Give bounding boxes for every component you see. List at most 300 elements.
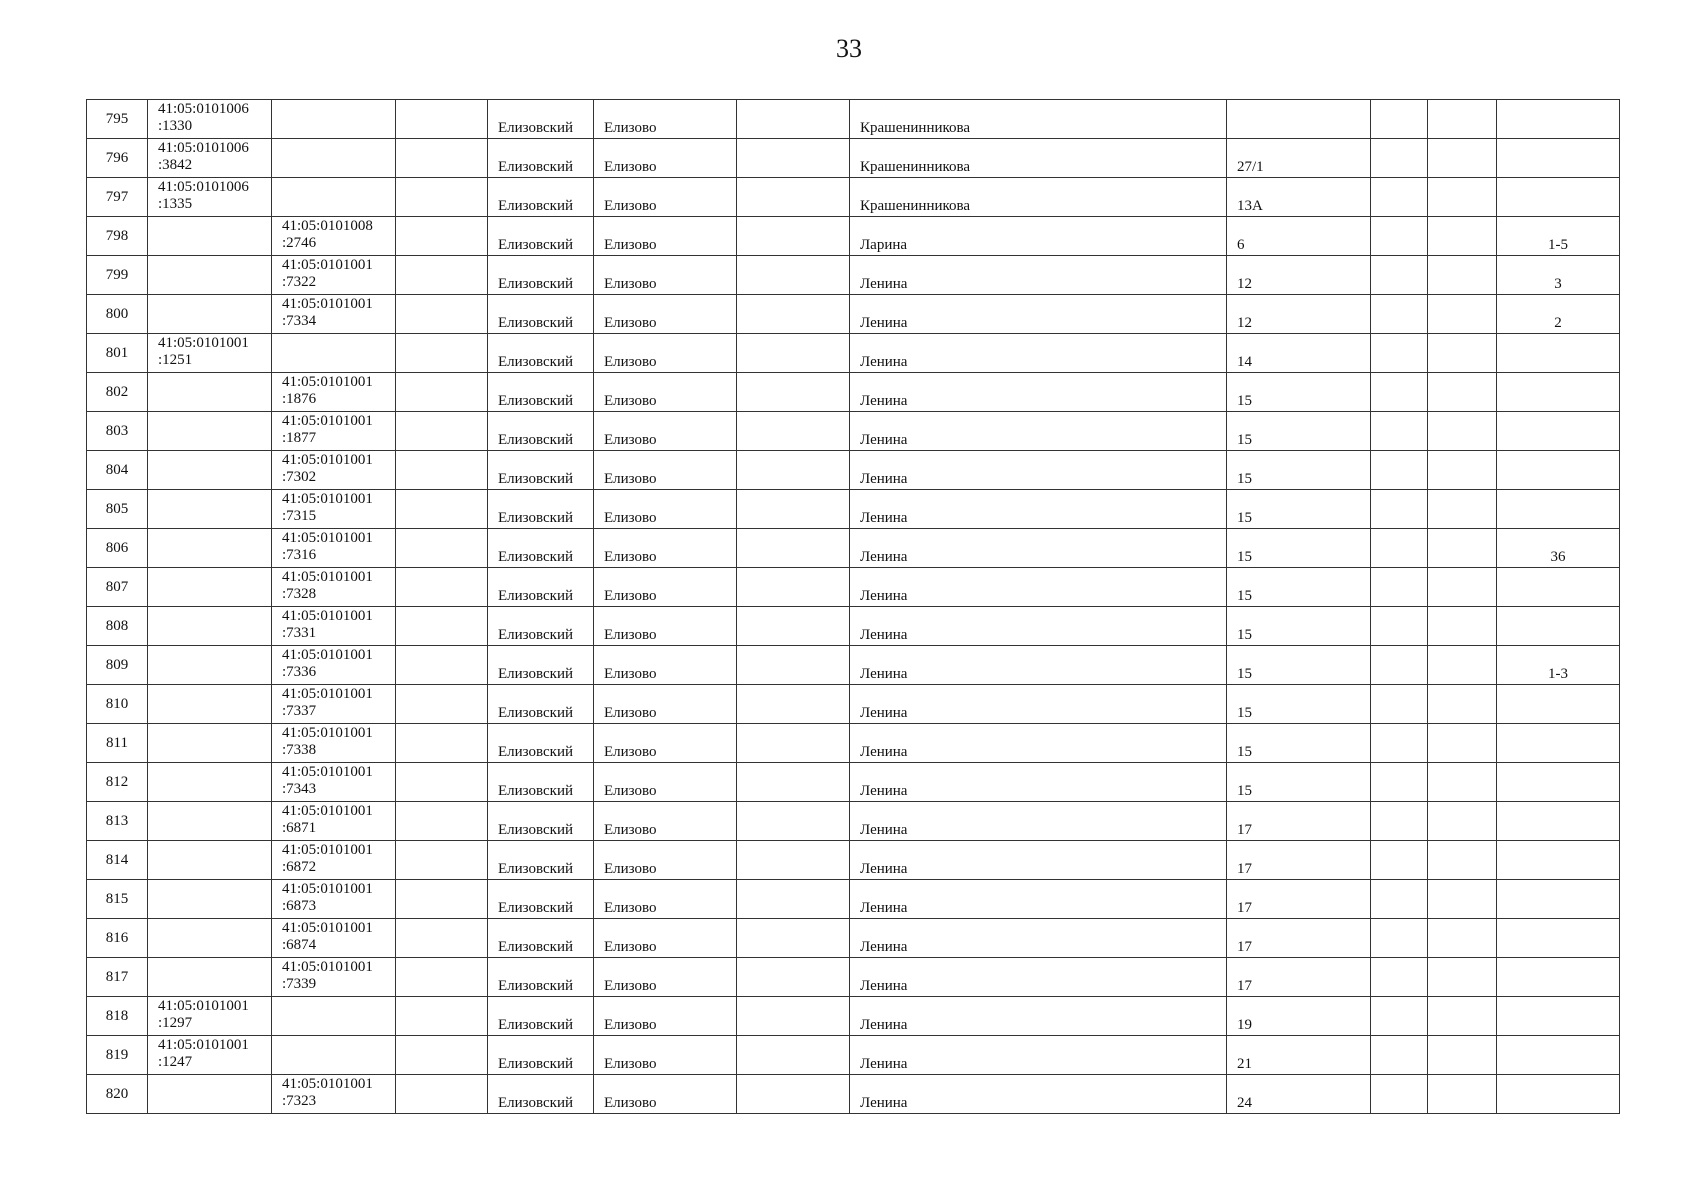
cadastral-number-building-text: :6872 (282, 859, 317, 875)
flat-cell (1497, 685, 1620, 724)
cadastral-number-building-text: 41:05:0101001 (282, 491, 373, 507)
city-cell (594, 1075, 737, 1114)
row-number-text: 795 (105, 110, 129, 127)
empty-cell (1428, 880, 1497, 919)
cadastral-number-land-text: :1335 (158, 196, 193, 212)
cadastral-number-building-text: :7343 (282, 781, 317, 797)
empty-cell (396, 880, 488, 919)
row-number-text: 807 (105, 578, 129, 595)
empty-cell (1371, 1075, 1428, 1114)
street-cell-text: Ленина (860, 510, 908, 526)
district-cell (488, 256, 594, 295)
city-cell (594, 217, 737, 256)
cadastral-number-land (148, 724, 272, 763)
row-number-text: 798 (105, 227, 129, 244)
row-number-text: 815 (105, 890, 129, 907)
house-cell (1227, 1075, 1371, 1114)
city-cell (594, 568, 737, 607)
empty-cell (396, 295, 488, 334)
street-cell-text: Ленина (860, 705, 908, 721)
registry-table (86, 99, 1620, 1114)
flat-cell-text: 1-3 (1548, 666, 1568, 682)
street-cell (850, 529, 1227, 568)
district-cell-text: Елизовский (498, 1056, 574, 1072)
cadastral-number-land (148, 100, 272, 139)
city-cell-text: Елизово (604, 1056, 657, 1072)
empty-cell (737, 958, 850, 997)
row-number-text: 813 (105, 812, 129, 829)
house-cell-text: 15 (1237, 471, 1252, 487)
empty-cell (1371, 880, 1428, 919)
district-cell-text: Елизовский (498, 354, 574, 370)
row-number-text: 820 (105, 1085, 129, 1102)
empty-cell (396, 1036, 488, 1075)
row-number-text: 811 (106, 734, 128, 751)
house-cell-text: 15 (1237, 783, 1252, 799)
street-cell (850, 880, 1227, 919)
cadastral-number-land (148, 178, 272, 217)
city-cell (594, 685, 737, 724)
street-cell-text: Ленина (860, 1056, 908, 1072)
empty-cell (1428, 997, 1497, 1036)
street-cell-text: Ленина (860, 432, 908, 448)
house-cell (1227, 763, 1371, 802)
district-cell-text: Елизовский (498, 588, 574, 604)
street-cell-text: Ларина (860, 237, 908, 253)
cadastral-number-land-text: :1247 (158, 1054, 193, 1070)
flat-cell (1497, 997, 1620, 1036)
house-cell-text: 15 (1237, 627, 1252, 643)
city-cell-text: Елизово (604, 978, 657, 994)
cadastral-number-building-text: 41:05:0101001 (282, 530, 373, 546)
street-cell-text: Ленина (860, 666, 908, 682)
cadastral-number-building-text: 41:05:0101001 (282, 296, 373, 312)
empty-cell (396, 841, 488, 880)
street-cell-text: Ленина (860, 1095, 908, 1111)
cadastral-number-building-text: :2746 (282, 235, 317, 251)
district-cell-text: Елизовский (498, 159, 574, 175)
house-cell-text: 17 (1237, 978, 1252, 994)
city-cell (594, 724, 737, 763)
house-cell-text: 21 (1237, 1056, 1252, 1072)
row-number-text: 800 (105, 305, 129, 322)
district-cell-text: Елизовский (498, 120, 574, 136)
cadastral-number-building (272, 334, 396, 373)
district-cell-text: Елизовский (498, 705, 574, 721)
page-number: 33 (836, 34, 862, 63)
house-cell-text: 15 (1237, 549, 1252, 565)
district-cell (488, 490, 594, 529)
street-cell (850, 334, 1227, 373)
empty-cell (396, 724, 488, 763)
cadastral-number-building-text: 41:05:0101001 (282, 842, 373, 858)
cadastral-number-building-text: :6871 (282, 820, 317, 836)
cadastral-number-land (148, 763, 272, 802)
table-row (87, 997, 1620, 1036)
empty-cell (737, 412, 850, 451)
cadastral-number-building (272, 958, 396, 997)
empty-cell (1428, 568, 1497, 607)
city-cell (594, 490, 737, 529)
district-cell (488, 646, 594, 685)
cadastral-number-building-text: :7339 (282, 976, 317, 992)
house-cell-text: 15 (1237, 588, 1252, 604)
table-row (87, 373, 1620, 412)
empty-cell (1428, 724, 1497, 763)
district-cell-text: Елизовский (498, 939, 574, 955)
city-cell (594, 295, 737, 334)
city-cell-text: Елизово (604, 471, 657, 487)
cadastral-number-land (148, 841, 272, 880)
district-cell-text: Елизовский (498, 900, 574, 916)
empty-cell (737, 841, 850, 880)
street-cell (850, 997, 1227, 1036)
city-cell-text: Елизово (604, 198, 657, 214)
empty-cell (737, 1075, 850, 1114)
cadastral-number-building-text: 41:05:0101001 (282, 452, 373, 468)
district-cell (488, 217, 594, 256)
empty-cell (1428, 139, 1497, 178)
house-cell (1227, 295, 1371, 334)
empty-cell (1371, 139, 1428, 178)
district-cell-text: Елизовский (498, 978, 574, 994)
street-cell (850, 217, 1227, 256)
row-number (87, 412, 148, 451)
empty-cell (1428, 529, 1497, 568)
empty-cell (737, 607, 850, 646)
district-cell (488, 451, 594, 490)
street-cell (850, 178, 1227, 217)
table-row (87, 256, 1620, 295)
street-cell (850, 412, 1227, 451)
empty-cell (737, 685, 850, 724)
empty-cell (737, 568, 850, 607)
table-row (87, 217, 1620, 256)
empty-cell (737, 217, 850, 256)
street-cell (850, 568, 1227, 607)
empty-cell (396, 997, 488, 1036)
cadastral-number-land-text: 41:05:0101006 (158, 179, 249, 195)
table-row (87, 607, 1620, 646)
street-cell-text: Ленина (860, 588, 908, 604)
cadastral-number-building-text: :1876 (282, 391, 317, 407)
district-cell (488, 685, 594, 724)
district-cell (488, 1075, 594, 1114)
city-cell-text: Елизово (604, 237, 657, 253)
district-cell (488, 178, 594, 217)
empty-cell (1371, 373, 1428, 412)
cadastral-number-building (272, 997, 396, 1036)
city-cell-text: Елизово (604, 588, 657, 604)
cadastral-number-building (272, 451, 396, 490)
district-cell (488, 412, 594, 451)
house-cell (1227, 139, 1371, 178)
row-number-text: 812 (105, 773, 129, 790)
empty-cell (1428, 256, 1497, 295)
row-number-text: 805 (105, 500, 129, 517)
district-cell-text: Елизовский (498, 1017, 574, 1033)
street-cell (850, 763, 1227, 802)
cadastral-number-building-text: :1877 (282, 430, 317, 446)
empty-cell (396, 763, 488, 802)
street-cell-text: Ленина (860, 861, 908, 877)
street-cell-text: Ленина (860, 549, 908, 565)
district-cell (488, 295, 594, 334)
city-cell-text: Елизово (604, 861, 657, 877)
cadastral-number-building-text: 41:05:0101001 (282, 881, 373, 897)
city-cell (594, 373, 737, 412)
cadastral-number-land (148, 451, 272, 490)
table-row (87, 451, 1620, 490)
table-row (87, 880, 1620, 919)
district-cell (488, 802, 594, 841)
cadastral-number-land (148, 1075, 272, 1114)
district-cell-text: Елизовский (498, 315, 574, 331)
empty-cell (396, 178, 488, 217)
row-number-text: 817 (105, 968, 129, 985)
empty-cell (737, 997, 850, 1036)
table-row (87, 139, 1620, 178)
row-number-text: 806 (105, 539, 129, 556)
street-cell-text: Ленина (860, 471, 908, 487)
house-cell (1227, 490, 1371, 529)
cadastral-number-building-text: 41:05:0101001 (282, 257, 373, 273)
row-number (87, 256, 148, 295)
flat-cell (1497, 568, 1620, 607)
cadastral-number-building-text: :6874 (282, 937, 317, 953)
district-cell-text: Елизовский (498, 666, 574, 682)
row-number (87, 139, 148, 178)
row-number (87, 373, 148, 412)
city-cell (594, 958, 737, 997)
flat-cell (1497, 958, 1620, 997)
district-cell (488, 1036, 594, 1075)
row-number (87, 490, 148, 529)
flat-cell (1497, 490, 1620, 529)
cadastral-number-building (272, 841, 396, 880)
city-cell-text: Елизово (604, 159, 657, 175)
empty-cell (737, 763, 850, 802)
empty-cell (396, 685, 488, 724)
district-cell (488, 880, 594, 919)
flat-cell (1497, 763, 1620, 802)
cadastral-number-building-text: 41:05:0101001 (282, 686, 373, 702)
flat-cell-text: 3 (1554, 276, 1562, 292)
district-cell-text: Елизовский (498, 276, 574, 292)
house-cell (1227, 529, 1371, 568)
empty-cell (737, 256, 850, 295)
empty-cell (1428, 646, 1497, 685)
cadastral-number-land-text: 41:05:0101006 (158, 101, 249, 117)
table-row (87, 100, 1620, 139)
district-cell (488, 529, 594, 568)
district-cell (488, 724, 594, 763)
cadastral-number-building (272, 880, 396, 919)
city-cell-text: Елизово (604, 549, 657, 565)
cadastral-number-building-text: 41:05:0101001 (282, 920, 373, 936)
empty-cell (1428, 1036, 1497, 1075)
district-cell (488, 139, 594, 178)
house-cell-text: 15 (1237, 432, 1252, 448)
cadastral-number-building-text: :7323 (282, 1093, 317, 1109)
city-cell (594, 763, 737, 802)
house-cell-text: 12 (1237, 315, 1252, 331)
house-cell-text: 17 (1237, 939, 1252, 955)
house-cell (1227, 958, 1371, 997)
house-cell-text: 27/1 (1237, 159, 1264, 175)
flat-cell (1497, 451, 1620, 490)
empty-cell (1428, 802, 1497, 841)
empty-cell (737, 334, 850, 373)
district-cell (488, 373, 594, 412)
street-cell (850, 841, 1227, 880)
flat-cell (1497, 529, 1620, 568)
street-cell (850, 607, 1227, 646)
flat-cell (1497, 880, 1620, 919)
cadastral-number-land (148, 412, 272, 451)
cadastral-number-building (272, 685, 396, 724)
empty-cell (737, 529, 850, 568)
city-cell-text: Елизово (604, 1095, 657, 1111)
row-number (87, 529, 148, 568)
cadastral-number-land-text: :1251 (158, 352, 193, 368)
city-cell (594, 334, 737, 373)
flat-cell (1497, 256, 1620, 295)
cadastral-number-building (272, 139, 396, 178)
cadastral-number-building-text: 41:05:0101001 (282, 764, 373, 780)
street-cell (850, 1036, 1227, 1075)
district-cell-text: Елизовский (498, 393, 574, 409)
cadastral-number-building-text: 41:05:0101001 (282, 569, 373, 585)
flat-cell-text: 1-5 (1548, 237, 1568, 253)
empty-cell (1371, 529, 1428, 568)
street-cell-text: Ленина (860, 1017, 908, 1033)
city-cell (594, 256, 737, 295)
row-number (87, 685, 148, 724)
empty-cell (396, 490, 488, 529)
cadastral-number-land (148, 373, 272, 412)
district-cell (488, 607, 594, 646)
row-number-text: 816 (105, 929, 129, 946)
row-number-text: 803 (105, 422, 129, 439)
empty-cell (1371, 685, 1428, 724)
street-cell-text: Ленина (860, 627, 908, 643)
empty-cell (1428, 1075, 1497, 1114)
table-row (87, 646, 1620, 685)
row-number-text: 799 (105, 266, 129, 283)
cadastral-number-building-text: :7331 (282, 625, 317, 641)
table-row (87, 763, 1620, 802)
street-cell (850, 685, 1227, 724)
city-cell (594, 802, 737, 841)
cadastral-number-building (272, 1036, 396, 1075)
city-cell (594, 100, 737, 139)
empty-cell (396, 256, 488, 295)
empty-cell (1371, 607, 1428, 646)
empty-cell (1371, 1036, 1428, 1075)
flat-cell (1497, 919, 1620, 958)
city-cell-text: Елизово (604, 900, 657, 916)
row-number-text: 818 (105, 1007, 129, 1024)
empty-cell (737, 724, 850, 763)
city-cell (594, 451, 737, 490)
table-row (87, 178, 1620, 217)
house-cell-text: 15 (1237, 393, 1252, 409)
city-cell (594, 178, 737, 217)
street-cell (850, 373, 1227, 412)
row-number (87, 763, 148, 802)
house-cell-text: 17 (1237, 861, 1252, 877)
empty-cell (1428, 373, 1497, 412)
city-cell-text: Елизово (604, 315, 657, 331)
flat-cell (1497, 1075, 1620, 1114)
cadastral-number-building (272, 1075, 396, 1114)
row-number (87, 802, 148, 841)
cadastral-number-building-text: 41:05:0101008 (282, 218, 373, 234)
empty-cell (737, 178, 850, 217)
district-cell-text: Елизовский (498, 861, 574, 877)
street-cell (850, 958, 1227, 997)
city-cell-text: Елизово (604, 627, 657, 643)
empty-cell (737, 451, 850, 490)
street-cell (850, 646, 1227, 685)
city-cell (594, 607, 737, 646)
cadastral-number-land (148, 880, 272, 919)
street-cell-text: Крашенинникова (860, 120, 971, 136)
street-cell-text: Ленина (860, 744, 908, 760)
row-number (87, 919, 148, 958)
flat-cell-text: 36 (1550, 549, 1566, 565)
street-cell-text: Ленина (860, 276, 908, 292)
house-cell-text: 24 (1237, 1095, 1252, 1111)
empty-cell (1371, 568, 1428, 607)
row-number-text: 814 (105, 851, 129, 868)
district-cell-text: Елизовский (498, 432, 574, 448)
cadastral-number-building-text: 41:05:0101001 (282, 725, 373, 741)
cadastral-number-building (272, 607, 396, 646)
empty-cell (1371, 490, 1428, 529)
table-row (87, 490, 1620, 529)
house-cell-text: 15 (1237, 666, 1252, 682)
district-cell (488, 841, 594, 880)
house-cell-text: 17 (1237, 900, 1252, 916)
empty-cell (1428, 607, 1497, 646)
empty-cell (1428, 412, 1497, 451)
street-cell-text: Ленина (860, 939, 908, 955)
cadastral-number-land (148, 958, 272, 997)
cadastral-number-land (148, 256, 272, 295)
cadastral-number-building-text: :7337 (282, 703, 317, 719)
table-row (87, 685, 1620, 724)
cadastral-number-building-text: 41:05:0101001 (282, 803, 373, 819)
street-cell-text: Ленина (860, 900, 908, 916)
empty-cell (1428, 958, 1497, 997)
city-cell-text: Елизово (604, 393, 657, 409)
empty-cell (1428, 334, 1497, 373)
house-cell-text: 13А (1237, 198, 1263, 214)
city-cell-text: Елизово (604, 276, 657, 292)
flat-cell (1497, 646, 1620, 685)
cadastral-number-building-text: 41:05:0101001 (282, 647, 373, 663)
table-row (87, 958, 1620, 997)
district-cell (488, 958, 594, 997)
street-cell-text: Крашенинникова (860, 159, 971, 175)
cadastral-number-building-text: 41:05:0101001 (282, 608, 373, 624)
city-cell (594, 646, 737, 685)
city-cell (594, 880, 737, 919)
flat-cell (1497, 139, 1620, 178)
cadastral-number-building-text: 41:05:0101001 (282, 413, 373, 429)
